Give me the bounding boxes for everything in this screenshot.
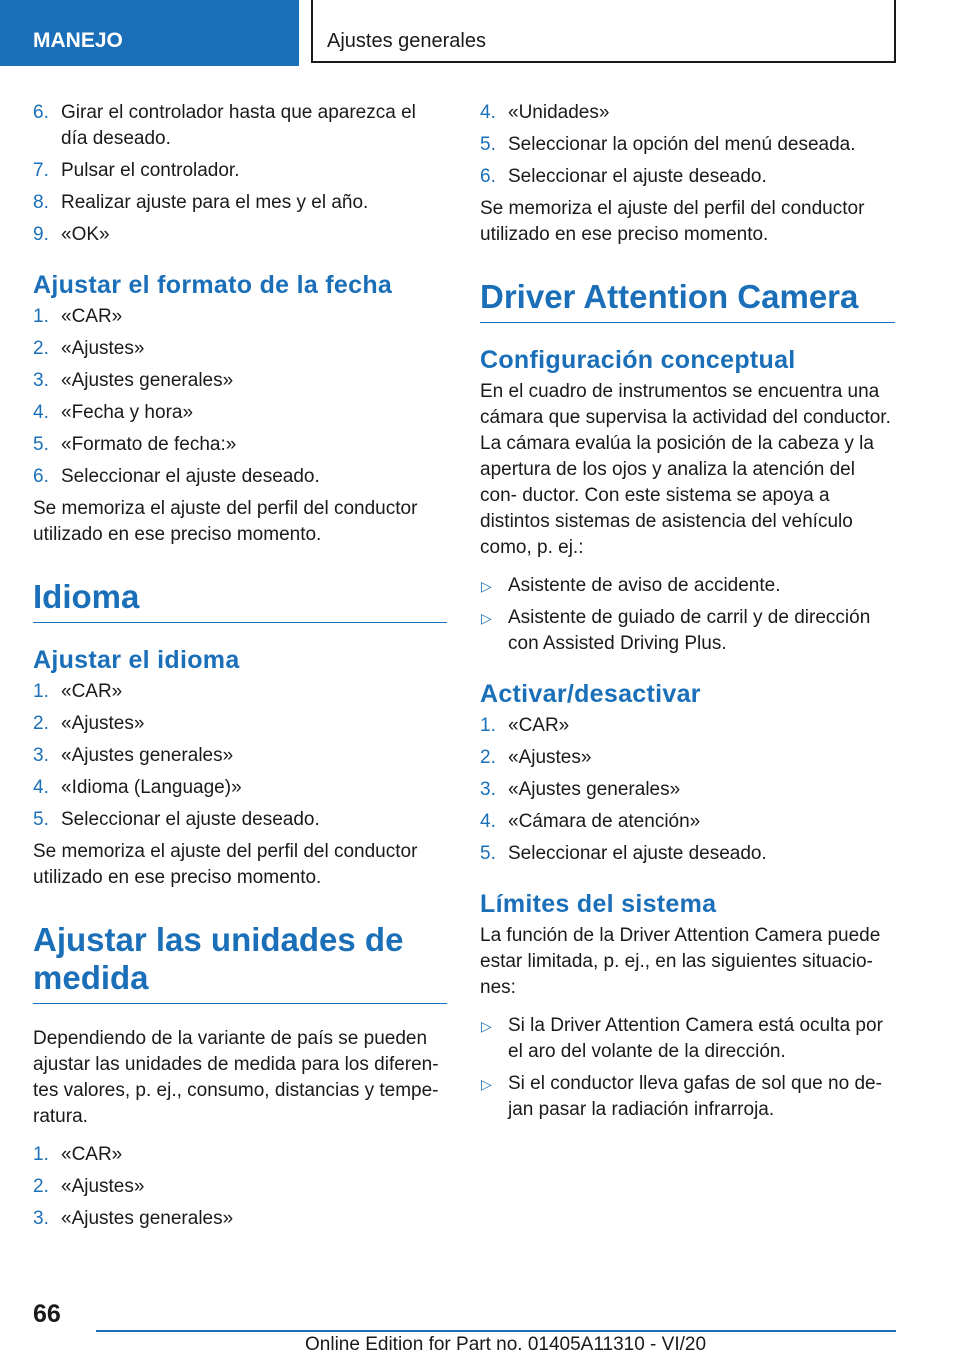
list-item: 1. «CAR» <box>33 681 123 702</box>
triangle-bullet-icon: ▷ <box>481 610 492 626</box>
list-item: 5. Seleccionar el ajuste deseado. <box>480 843 767 864</box>
list-item: 6. Girar el controlador hasta que aparezca el día deseado. <box>33 102 416 149</box>
list-item: 5. Seleccionar la opción del menú deseada. <box>480 134 856 155</box>
page-number: 66 <box>33 1300 61 1328</box>
list-item: 1. «CAR» <box>33 306 123 327</box>
list-item: 2. «Ajustes» <box>33 338 145 359</box>
list-item: 4. «Fecha y hora» <box>33 402 194 423</box>
list-item: 1. «CAR» <box>480 715 570 736</box>
chapter-title: Ajustes generales <box>311 0 896 63</box>
language-note: Se memoriza el ajuste del perfil del conductor utilizado en ese preciso momento. <box>33 841 418 888</box>
list-item: 9. «OK» <box>33 224 110 245</box>
list-item: 4. «Unidades» <box>480 102 610 123</box>
list-item: ▷ Si el conductor lleva gafas de sol que no de- jan pasar la radiación infrarroja. <box>481 1073 882 1120</box>
list-item: 6. Seleccionar el ajuste deseado. <box>480 166 767 187</box>
list-item: ▷ Asistente de guiado de carril y de dirección con Assisted Driving Plus. <box>481 607 871 654</box>
limits-heading: Límites del sistema <box>480 890 717 918</box>
section-tab: MANEJO <box>0 0 299 66</box>
footer-divider <box>96 1330 896 1332</box>
page-header <box>0 0 960 66</box>
triangle-bullet-icon: ▷ <box>481 578 492 594</box>
date-format-heading: Ajustar el formato de la fecha <box>33 271 393 299</box>
list-item: 1. «CAR» <box>33 1144 123 1165</box>
list-item: 3. «Ajustes generales» <box>33 745 234 766</box>
units-heading: Ajustar las unidades de medida <box>33 921 447 1004</box>
units-steps-continued <box>480 100 895 190</box>
right-column <box>480 100 895 1129</box>
footer-edition: Online Edition for Part no. 01405A11310 - VI/20 <box>305 1334 707 1355</box>
date-day-steps <box>33 100 447 248</box>
activate-steps <box>480 713 895 867</box>
list-item: 5. «Formato de fecha:» <box>33 434 237 455</box>
list-item: 2. «Ajustes» <box>33 1176 145 1197</box>
activate-heading: Activar/desactivar <box>480 680 701 708</box>
list-item: 6. Seleccionar el ajuste deseado. <box>33 466 320 487</box>
list-item: ▷ Asistente de aviso de accidente. <box>480 573 895 599</box>
date-format-steps <box>33 304 447 490</box>
language-heading: Idioma <box>33 578 447 623</box>
units-steps <box>33 1142 447 1232</box>
language-steps <box>33 679 447 833</box>
units-intro: Dependiendo de la variante de país se pueden ajustar las unidades de medida para los diferen- tes valores, p. ej., consumo, distancias y tempe- ratura. <box>33 1028 439 1127</box>
concept-bullets <box>480 573 895 657</box>
list-item: 7. Pulsar el controlador. <box>33 160 240 181</box>
list-item: 4. «Cámara de atención» <box>480 811 701 832</box>
limits-bullets <box>480 1013 895 1123</box>
list-item: 2. «Ajustes» <box>33 713 145 734</box>
left-column <box>33 100 447 1238</box>
triangle-bullet-icon: ▷ <box>481 1076 492 1092</box>
list-item: 4. «Idioma (Language)» <box>33 777 242 798</box>
date-format-note: Se memoriza el ajuste del perfil del conductor utilizado en ese preciso momento. <box>33 498 418 545</box>
driver-attention-heading: Driver Attention Camera <box>480 278 895 323</box>
list-item: 3. «Ajustes generales» <box>33 370 234 391</box>
units-note: Se memoriza el ajuste del perfil del conductor utilizado en ese preciso momento. <box>480 198 865 245</box>
list-item: 8. Realizar ajuste para el mes y el año. <box>33 192 369 213</box>
concept-heading: Configuración conceptual <box>480 346 796 374</box>
list-item: 5. Seleccionar el ajuste deseado. <box>33 809 320 830</box>
limits-text: La función de la Driver Attention Camera puede estar limitada, p. ej., en las siguientes situacio- nes: <box>480 925 881 998</box>
concept-text: En el cuadro de instrumentos se encuentra una cámara que supervisa la actividad del conductor. La cámara evalúa la posición de la cabeza y la apertura de los ojos y analiza la atención del con- ductor. Con este sistema se apoya a distintos sistemas de asistencia del vehículo como, p. ej.: <box>480 381 891 558</box>
list-item: 3. «Ajustes generales» <box>33 1208 234 1229</box>
language-subheading: Ajustar el idioma <box>33 646 240 674</box>
list-item: 3. «Ajustes generales» <box>480 779 681 800</box>
list-item: ▷ Si la Driver Attention Camera está oculta por el aro del volante de la dirección. <box>481 1015 883 1062</box>
list-item: 2. «Ajustes» <box>480 747 592 768</box>
triangle-bullet-icon: ▷ <box>481 1018 492 1034</box>
